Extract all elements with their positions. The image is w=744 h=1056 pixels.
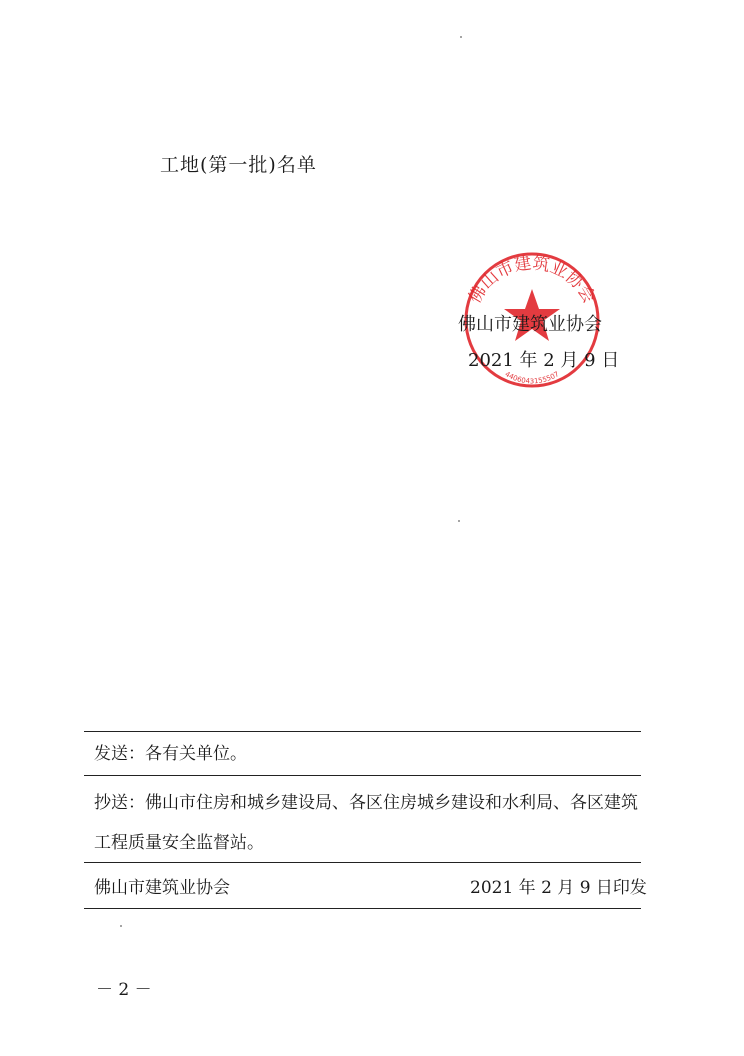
distribution-divider-1 — [84, 775, 641, 776]
distribution-divider-2 — [84, 862, 641, 863]
signature-organization: 佛山市建筑业协会 — [458, 314, 602, 335]
signature-date: 2021 年 2 月 9 日 — [468, 350, 620, 371]
page-number: － 2 － — [96, 980, 152, 1000]
document-title-line: 工地(第一批)名单 — [160, 154, 317, 176]
issuer-name: 佛山市建筑业协会 — [94, 878, 230, 898]
cc-line-1: 抄送：佛山市住房和城乡建设局、各区住房城乡建设和水利局、各区建筑 — [94, 793, 638, 813]
scan-speck — [460, 36, 462, 38]
send-to-line: 发送：各有关单位。 — [94, 744, 247, 764]
scan-speck — [120, 925, 122, 927]
scan-speck — [458, 520, 460, 522]
seal-serial-text: 4406043155507 — [503, 370, 561, 386]
issue-date: 2021 年 2 月 9 日印发 — [470, 878, 647, 898]
distribution-top-rule — [84, 731, 641, 732]
distribution-bottom-rule — [84, 908, 641, 909]
cc-line-2: 工程质量安全监督站。 — [94, 833, 264, 853]
seal-ring-text: 佛山市建筑业协会 — [465, 253, 599, 307]
